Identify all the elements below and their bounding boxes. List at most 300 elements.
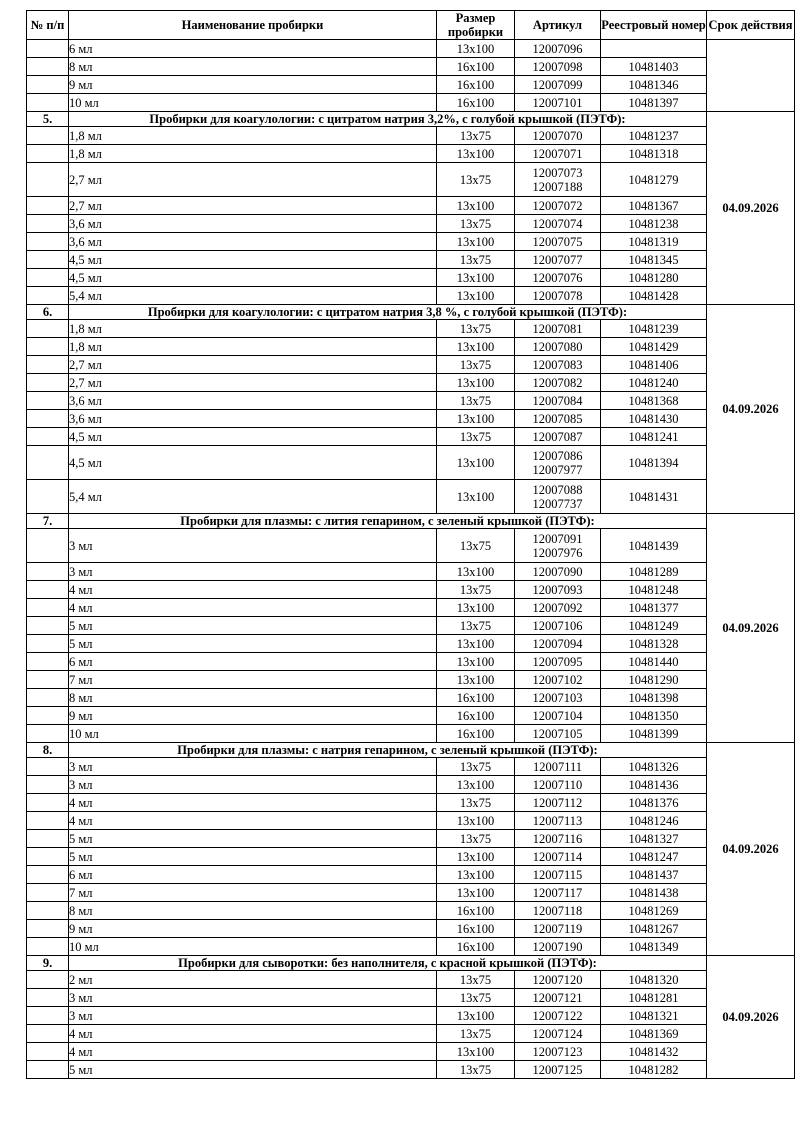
row-reg: 10481239 <box>601 320 707 338</box>
row-size: 13x100 <box>437 599 515 617</box>
group-header-row <box>27 514 795 529</box>
row-num <box>27 884 69 902</box>
row-num <box>27 163 69 197</box>
row-reg: 10481280 <box>601 269 707 287</box>
row-num <box>27 392 69 410</box>
row-article: 12007111 <box>515 758 601 776</box>
group-header-row <box>27 112 795 127</box>
row-reg: 10481241 <box>601 428 707 446</box>
table-row <box>27 40 795 58</box>
row-reg: 10481367 <box>601 197 707 215</box>
row-article: 12007118 <box>515 902 601 920</box>
row-num <box>27 581 69 599</box>
row-article: 12007094 <box>515 635 601 653</box>
row-name: 2,7 мл <box>69 356 437 374</box>
row-article: 12007119 <box>515 920 601 938</box>
row-reg: 10481248 <box>601 581 707 599</box>
row-name: 4,5 мл <box>69 269 437 287</box>
row-num <box>27 830 69 848</box>
row-article: 12007101 <box>515 94 601 112</box>
row-size: 13x75 <box>437 971 515 989</box>
row-size: 13x100 <box>437 671 515 689</box>
row-name: 2,7 мл <box>69 163 437 197</box>
table-row <box>27 776 795 794</box>
table-header-row <box>27 11 795 40</box>
row-reg: 10481249 <box>601 617 707 635</box>
table-row <box>27 269 795 287</box>
row-num <box>27 758 69 776</box>
row-reg: 10481397 <box>601 94 707 112</box>
row-article: 12007092 <box>515 599 601 617</box>
table-row <box>27 163 795 197</box>
row-size: 13x100 <box>437 287 515 305</box>
row-article: 12007070 <box>515 127 601 145</box>
group-term: 04.09.2026 <box>707 112 795 305</box>
row-reg: 10481269 <box>601 902 707 920</box>
row-size: 13x100 <box>437 1007 515 1025</box>
row-reg: 10481436 <box>601 776 707 794</box>
row-num <box>27 215 69 233</box>
row-term <box>707 40 795 112</box>
row-article: 12007103 <box>515 689 601 707</box>
row-article: 12007117 <box>515 884 601 902</box>
row-reg: 10481398 <box>601 689 707 707</box>
row-num <box>27 671 69 689</box>
row-num <box>27 902 69 920</box>
row-reg: 10481238 <box>601 215 707 233</box>
row-size: 13x100 <box>437 866 515 884</box>
row-size: 13x100 <box>437 480 515 514</box>
header-reg: Реестровый номер <box>601 11 707 40</box>
row-article: 12007080 <box>515 338 601 356</box>
row-num <box>27 866 69 884</box>
row-size: 13x75 <box>437 1061 515 1079</box>
header-name: Наименование пробирки <box>69 11 437 40</box>
row-article: 12007074 <box>515 215 601 233</box>
row-name: 10 мл <box>69 938 437 956</box>
header-size: Размер пробирки <box>437 11 515 40</box>
row-name: 3,6 мл <box>69 392 437 410</box>
row-name: 4 мл <box>69 599 437 617</box>
row-reg: 10481394 <box>601 446 707 480</box>
row-article: 12007081 <box>515 320 601 338</box>
row-num <box>27 320 69 338</box>
row-reg: 10481429 <box>601 338 707 356</box>
row-size: 13x100 <box>437 1043 515 1061</box>
table-row <box>27 529 795 563</box>
row-num <box>27 1007 69 1025</box>
row-size: 13x75 <box>437 617 515 635</box>
row-size: 16x100 <box>437 725 515 743</box>
row-num <box>27 76 69 94</box>
row-article: 12007082 <box>515 374 601 392</box>
row-num <box>27 617 69 635</box>
row-article: 12007086 12007977 <box>515 446 601 480</box>
row-name: 10 мл <box>69 94 437 112</box>
row-num <box>27 94 69 112</box>
row-num <box>27 689 69 707</box>
row-article: 12007095 <box>515 653 601 671</box>
row-article: 12007096 <box>515 40 601 58</box>
row-reg: 10481282 <box>601 1061 707 1079</box>
row-name: 3 мл <box>69 1007 437 1025</box>
row-num <box>27 1061 69 1079</box>
row-name: 9 мл <box>69 920 437 938</box>
row-name: 4 мл <box>69 1043 437 1061</box>
row-article: 12007090 <box>515 563 601 581</box>
row-name: 3,6 мл <box>69 410 437 428</box>
table-row <box>27 410 795 428</box>
tube-catalog-table <box>26 10 795 1079</box>
group-title: Пробирки для коагулологии: с цитратом натрия 3,8 %, с голубой крышкой (ПЭТФ): <box>69 305 707 320</box>
table-row <box>27 902 795 920</box>
group-term: 04.09.2026 <box>707 743 795 956</box>
row-name: 1,8 мл <box>69 145 437 163</box>
row-article: 12007125 <box>515 1061 601 1079</box>
table-row <box>27 446 795 480</box>
row-size: 13x75 <box>437 392 515 410</box>
table-row <box>27 374 795 392</box>
group-term: 04.09.2026 <box>707 305 795 514</box>
row-num <box>27 410 69 428</box>
row-reg: 10481439 <box>601 529 707 563</box>
row-article: 12007099 <box>515 76 601 94</box>
table-row <box>27 76 795 94</box>
row-size: 16x100 <box>437 902 515 920</box>
row-reg: 10481346 <box>601 76 707 94</box>
row-reg: 10481279 <box>601 163 707 197</box>
row-name: 5 мл <box>69 635 437 653</box>
row-name: 5,4 мл <box>69 287 437 305</box>
row-article: 12007072 <box>515 197 601 215</box>
table-row <box>27 617 795 635</box>
row-size: 13x100 <box>437 884 515 902</box>
row-reg: 10481368 <box>601 392 707 410</box>
row-num <box>27 287 69 305</box>
row-size: 13x100 <box>437 233 515 251</box>
table-row <box>27 215 795 233</box>
header-num: № п/п <box>27 11 69 40</box>
row-reg: 10481267 <box>601 920 707 938</box>
row-name: 2,7 мл <box>69 197 437 215</box>
row-num <box>27 938 69 956</box>
row-size: 13x75 <box>437 1025 515 1043</box>
row-num <box>27 356 69 374</box>
table-row <box>27 428 795 446</box>
row-article: 12007087 <box>515 428 601 446</box>
row-num <box>27 725 69 743</box>
row-name: 1,8 мл <box>69 127 437 145</box>
row-num <box>27 529 69 563</box>
row-name: 1,8 мл <box>69 338 437 356</box>
row-size: 13x100 <box>437 145 515 163</box>
row-name: 5 мл <box>69 617 437 635</box>
table-row <box>27 287 795 305</box>
row-size: 13x75 <box>437 127 515 145</box>
row-num <box>27 776 69 794</box>
table-row <box>27 671 795 689</box>
row-name: 4,5 мл <box>69 446 437 480</box>
row-num <box>27 989 69 1007</box>
row-article: 12007102 <box>515 671 601 689</box>
row-num <box>27 635 69 653</box>
row-reg <box>601 40 707 58</box>
row-num <box>27 338 69 356</box>
row-name: 8 мл <box>69 902 437 920</box>
table-row <box>27 127 795 145</box>
row-size: 13x75 <box>437 428 515 446</box>
row-size: 16x100 <box>437 689 515 707</box>
group-term: 04.09.2026 <box>707 956 795 1079</box>
row-num <box>27 428 69 446</box>
table-row <box>27 812 795 830</box>
row-name: 4 мл <box>69 812 437 830</box>
table-row <box>27 338 795 356</box>
row-size: 16x100 <box>437 938 515 956</box>
table-row <box>27 758 795 776</box>
table-body <box>27 40 795 1079</box>
table-row <box>27 480 795 514</box>
table-row <box>27 1061 795 1079</box>
row-size: 16x100 <box>437 94 515 112</box>
table-row <box>27 971 795 989</box>
table-row <box>27 233 795 251</box>
table-row <box>27 938 795 956</box>
row-name: 5,4 мл <box>69 480 437 514</box>
row-name: 3,6 мл <box>69 233 437 251</box>
row-name: 6 мл <box>69 866 437 884</box>
row-size: 16x100 <box>437 707 515 725</box>
row-reg: 10481318 <box>601 145 707 163</box>
row-reg: 10481399 <box>601 725 707 743</box>
group-number: 7. <box>27 514 69 529</box>
table-row <box>27 707 795 725</box>
row-num <box>27 812 69 830</box>
group-title: Пробирки для сыворотки: без наполнителя, с красной крышкой (ПЭТФ): <box>69 956 707 971</box>
row-name: 3 мл <box>69 776 437 794</box>
row-name: 3 мл <box>69 563 437 581</box>
row-reg: 10481406 <box>601 356 707 374</box>
row-size: 13x100 <box>437 197 515 215</box>
group-header-row <box>27 305 795 320</box>
row-num <box>27 563 69 581</box>
table-row <box>27 848 795 866</box>
table-row <box>27 920 795 938</box>
row-reg: 10481369 <box>601 1025 707 1043</box>
row-num <box>27 599 69 617</box>
row-article: 12007190 <box>515 938 601 956</box>
row-article: 12007122 <box>515 1007 601 1025</box>
row-reg: 10481326 <box>601 758 707 776</box>
row-reg: 10481428 <box>601 287 707 305</box>
row-reg: 10481320 <box>601 971 707 989</box>
table-row <box>27 197 795 215</box>
table-row <box>27 1043 795 1061</box>
row-reg: 10481440 <box>601 653 707 671</box>
table-row <box>27 635 795 653</box>
table-row <box>27 356 795 374</box>
table-row <box>27 581 795 599</box>
row-reg: 10481321 <box>601 1007 707 1025</box>
row-num <box>27 127 69 145</box>
row-num <box>27 653 69 671</box>
row-size: 16x100 <box>437 58 515 76</box>
row-name: 4 мл <box>69 581 437 599</box>
table-row <box>27 251 795 269</box>
row-num <box>27 269 69 287</box>
row-name: 9 мл <box>69 76 437 94</box>
row-article: 12007085 <box>515 410 601 428</box>
row-num <box>27 233 69 251</box>
row-name: 4 мл <box>69 1025 437 1043</box>
row-reg: 10481246 <box>601 812 707 830</box>
row-name: 5 мл <box>69 1061 437 1079</box>
row-num <box>27 446 69 480</box>
row-size: 13x75 <box>437 529 515 563</box>
row-name: 3 мл <box>69 529 437 563</box>
row-article: 12007077 <box>515 251 601 269</box>
row-reg: 10481247 <box>601 848 707 866</box>
row-size: 16x100 <box>437 920 515 938</box>
row-reg: 10481377 <box>601 599 707 617</box>
row-name: 1,8 мл <box>69 320 437 338</box>
row-size: 16x100 <box>437 76 515 94</box>
row-size: 13x75 <box>437 581 515 599</box>
row-article: 12007091 12007976 <box>515 529 601 563</box>
group-title: Пробирки для плазмы: с натрия гепарином, с зеленый крышкой (ПЭТФ): <box>69 743 707 758</box>
row-article: 12007075 <box>515 233 601 251</box>
row-size: 13x100 <box>437 653 515 671</box>
row-num <box>27 848 69 866</box>
row-name: 5 мл <box>69 848 437 866</box>
group-header-row <box>27 743 795 758</box>
row-name: 7 мл <box>69 671 437 689</box>
row-num <box>27 145 69 163</box>
row-num <box>27 707 69 725</box>
table-row <box>27 1007 795 1025</box>
row-size: 13x75 <box>437 320 515 338</box>
table-row <box>27 320 795 338</box>
row-reg: 10481438 <box>601 884 707 902</box>
table-header <box>27 11 795 40</box>
row-size: 13x100 <box>437 848 515 866</box>
table-row <box>27 563 795 581</box>
header-article: Артикул <box>515 11 601 40</box>
row-reg: 10481403 <box>601 58 707 76</box>
row-article: 12007071 <box>515 145 601 163</box>
table-row <box>27 989 795 1007</box>
row-name: 2,7 мл <box>69 374 437 392</box>
row-article: 12007084 <box>515 392 601 410</box>
row-article: 12007120 <box>515 971 601 989</box>
table-row <box>27 866 795 884</box>
row-article: 12007105 <box>515 725 601 743</box>
row-article: 12007112 <box>515 794 601 812</box>
row-size: 13x100 <box>437 776 515 794</box>
row-num <box>27 1043 69 1061</box>
row-reg: 10481437 <box>601 866 707 884</box>
group-term: 04.09.2026 <box>707 514 795 743</box>
row-name: 8 мл <box>69 58 437 76</box>
table-row <box>27 145 795 163</box>
row-name: 6 мл <box>69 40 437 58</box>
row-article: 12007116 <box>515 830 601 848</box>
row-num <box>27 480 69 514</box>
row-size: 13x100 <box>437 40 515 58</box>
row-size: 13x75 <box>437 163 515 197</box>
row-size: 13x75 <box>437 989 515 1007</box>
row-name: 4 мл <box>69 794 437 812</box>
row-name: 2 мл <box>69 971 437 989</box>
row-size: 13x75 <box>437 758 515 776</box>
row-num <box>27 251 69 269</box>
table-row <box>27 1025 795 1043</box>
row-size: 13x100 <box>437 338 515 356</box>
row-name: 6 мл <box>69 653 437 671</box>
row-name: 3 мл <box>69 989 437 1007</box>
row-size: 13x100 <box>437 269 515 287</box>
row-article: 12007110 <box>515 776 601 794</box>
group-number: 5. <box>27 112 69 127</box>
row-name: 4,5 мл <box>69 251 437 269</box>
row-article: 12007083 <box>515 356 601 374</box>
table-row <box>27 653 795 671</box>
row-num <box>27 920 69 938</box>
row-size: 13x100 <box>437 374 515 392</box>
group-header-row <box>27 956 795 971</box>
row-article: 12007121 <box>515 989 601 1007</box>
group-number: 8. <box>27 743 69 758</box>
group-number: 6. <box>27 305 69 320</box>
group-title: Пробирки для коагулологии: с цитратом натрия 3,2%, с голубой крышкой (ПЭТФ): <box>69 112 707 127</box>
row-reg: 10481290 <box>601 671 707 689</box>
row-num <box>27 971 69 989</box>
row-name: 4,5 мл <box>69 428 437 446</box>
row-name: 3,6 мл <box>69 215 437 233</box>
table-row <box>27 94 795 112</box>
row-reg: 10481237 <box>601 127 707 145</box>
row-article: 12007113 <box>515 812 601 830</box>
row-size: 13x75 <box>437 215 515 233</box>
row-num <box>27 197 69 215</box>
row-name: 5 мл <box>69 830 437 848</box>
row-size: 13x75 <box>437 251 515 269</box>
row-reg: 10481349 <box>601 938 707 956</box>
row-reg: 10481328 <box>601 635 707 653</box>
table-row <box>27 392 795 410</box>
row-name: 10 мл <box>69 725 437 743</box>
row-size: 13x75 <box>437 830 515 848</box>
row-reg: 10481319 <box>601 233 707 251</box>
row-article: 12007123 <box>515 1043 601 1061</box>
row-size: 13x100 <box>437 563 515 581</box>
row-reg: 10481289 <box>601 563 707 581</box>
table-row <box>27 58 795 76</box>
row-reg: 10481327 <box>601 830 707 848</box>
row-reg: 10481350 <box>601 707 707 725</box>
row-article: 12007115 <box>515 866 601 884</box>
table-row <box>27 884 795 902</box>
table-row <box>27 725 795 743</box>
row-article: 12007098 <box>515 58 601 76</box>
row-size: 13x100 <box>437 812 515 830</box>
row-article: 12007106 <box>515 617 601 635</box>
group-title: Пробирки для плазмы: с лития гепарином, с зеленый крышкой (ПЭТФ): <box>69 514 707 529</box>
row-name: 9 мл <box>69 707 437 725</box>
table-row <box>27 689 795 707</box>
row-article: 12007093 <box>515 581 601 599</box>
row-reg: 10481376 <box>601 794 707 812</box>
